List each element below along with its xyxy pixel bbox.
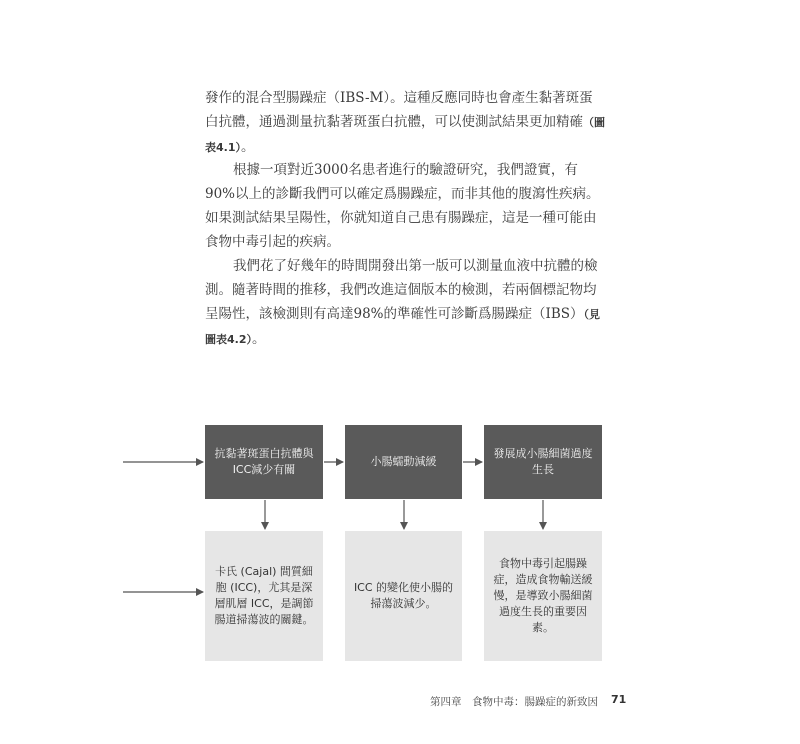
page-number: 71: [611, 693, 627, 706]
paragraph-3-text: 我們花了好幾年的時間開發出第一版可以測量血液中抗體的檢測。隨著時間的推移，我們改進這個版本的檢測，若兩個標記物均呈陽性，該檢測則有高達98%的準確性可診斷爲腸躁症（IBS）: [205, 258, 598, 322]
running-footer-chapter: 第四章 食物中毒：腸躁症的新致因: [430, 696, 598, 708]
diagram-box-top-3: 發展成小腸細菌過度生長: [484, 425, 602, 499]
diagram-box-bottom-3: 食物中毒引起腸躁症，造成食物輸送緩慢，是導致小腸細菌過度生長的重要因素。: [484, 531, 602, 661]
figure-reference-4-1: （圖表4.1）: [205, 116, 605, 154]
diagram-box-bottom-1: 卡氏 (Cajal) 間質細胞 (ICC)，尤其是深層肌層 ICC，是調節腸道掃蕩波的關鍵。: [205, 531, 323, 661]
paragraph-2-text: 根據一項對近3000名患者進行的驗證研究，我們證實，有90%以上的診斷我們可以確定爲腸躁症，而非其他的腹瀉性疾病。如果測試結果呈陽性，你就知道自己患有腸躁症，這是一種可能由食物中毒引起的疾病。: [205, 162, 600, 250]
paragraph-3-end: 。: [252, 331, 266, 347]
diagram-box-top-1: 抗黏著斑蛋白抗體與ICC減少有關: [205, 425, 323, 499]
paragraph-1-text: 發作的混合型腸躁症（IBS-M）。這種反應同時也會產生黏著斑蛋白抗體，通過測量抗黏著斑蛋白抗體，可以使測試結果更加精確: [205, 90, 593, 130]
figure-reference-4-2: （見圖表4.2）: [205, 308, 601, 346]
diagram-box-bottom-2: ICC 的變化使小腸的掃蕩波減少。: [345, 531, 462, 661]
diagram-box-top-2: 小腸蠕動減緩: [345, 425, 462, 499]
paragraph-1-end: 。: [241, 139, 255, 155]
